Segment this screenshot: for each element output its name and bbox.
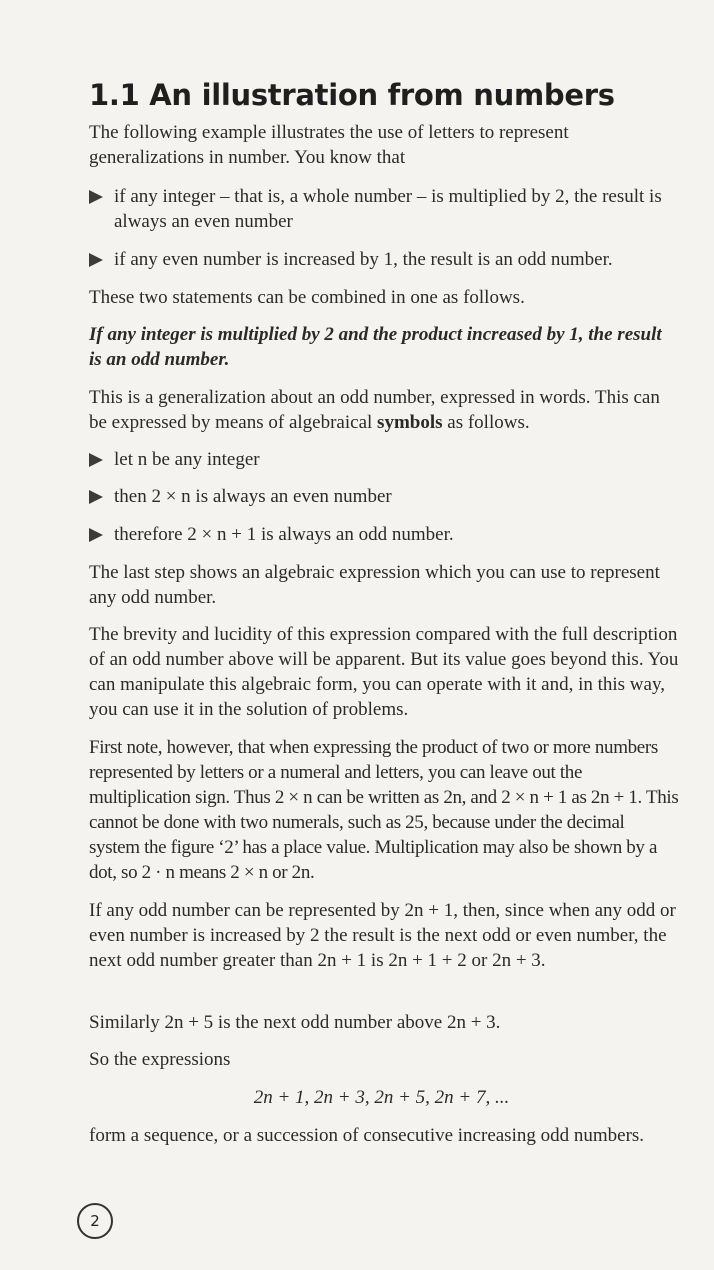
paragraph-text: This is a generalization about an odd number, expressed in words. This can be expressed by means of algebraical [89, 387, 660, 433]
bold-term: symbols [377, 412, 443, 433]
triangle-bullet-icon [89, 190, 103, 204]
paragraph: These two statements can be combined in one as follows. [89, 287, 525, 308]
triangle-bullet-icon [89, 528, 103, 542]
bullet-text: if any integer – that is, a whole number – is multiplied by 2, the result is always an even number [114, 186, 662, 232]
triangle-bullet-icon [89, 453, 103, 467]
bullet-text: if any even number is increased by 1, the result is an odd number. [114, 249, 613, 270]
paragraph [89, 385, 679, 435]
bullet-text: therefore 2 × n + 1 is always an odd number. [114, 524, 454, 545]
paragraph: The last step shows an algebraic expression which you can use to represent any odd number. [89, 562, 660, 608]
paragraph-text: as follows. [442, 412, 530, 433]
formula-sequence: 2n + 1, 2n + 3, 2n + 5, 2n + 7, ... [253, 1087, 510, 1108]
section-title: An illustration from numbers [149, 78, 615, 112]
paragraph: The brevity and lucidity of this expression compared with the full description of an odd number above will be apparent. But its value goes beyond this. You can manipulate this algebraic form, you can operate with it and, in this way, you can use it in the solution of problems. [89, 624, 679, 720]
paragraph: If any odd number can be represented by 2n + 1, then, since when any odd or even number is increased by 2 the result is the next odd or even number, the next odd number greater than 2n + 1 is 2n + 1 + 2 or 2n + 3. [89, 900, 676, 971]
triangle-bullet-icon [89, 253, 103, 267]
paragraph: First note, however, that when expressing the product of two or more numbers represented by letters or a numeral and letters, you can leave out the multiplication sign. Thus 2 × n can be written as 2n, and 2 × n + 1 as 2n + 1. This cannot be done with two numerals, such as 25, because under the decimal system the figure ‘2’ has a place value. Multiplication may also be shown by a dot, so 2 · n means 2 × n or 2n. [89, 737, 679, 883]
intro-paragraph: The following example illustrates the use of letters to represent generalizations in number. You know that [89, 122, 569, 168]
emphasis-paragraph: If any integer is multiplied by 2 and the product increased by 1, the result is an odd number. [89, 324, 662, 370]
section-heading [89, 78, 615, 112]
bullet-text: then 2 × n is always an even number [114, 486, 392, 507]
paragraph: So the expressions [89, 1049, 231, 1070]
paragraph: Similarly 2n + 5 is the next odd number above 2n + 3. [89, 1012, 501, 1033]
section-number: 1.1 [89, 78, 140, 112]
bullet-text: let n be any integer [114, 449, 260, 470]
triangle-bullet-icon [89, 490, 103, 504]
page-number: 2 [77, 1203, 113, 1239]
paragraph: form a sequence, or a succession of consecutive increasing odd numbers. [89, 1125, 645, 1146]
